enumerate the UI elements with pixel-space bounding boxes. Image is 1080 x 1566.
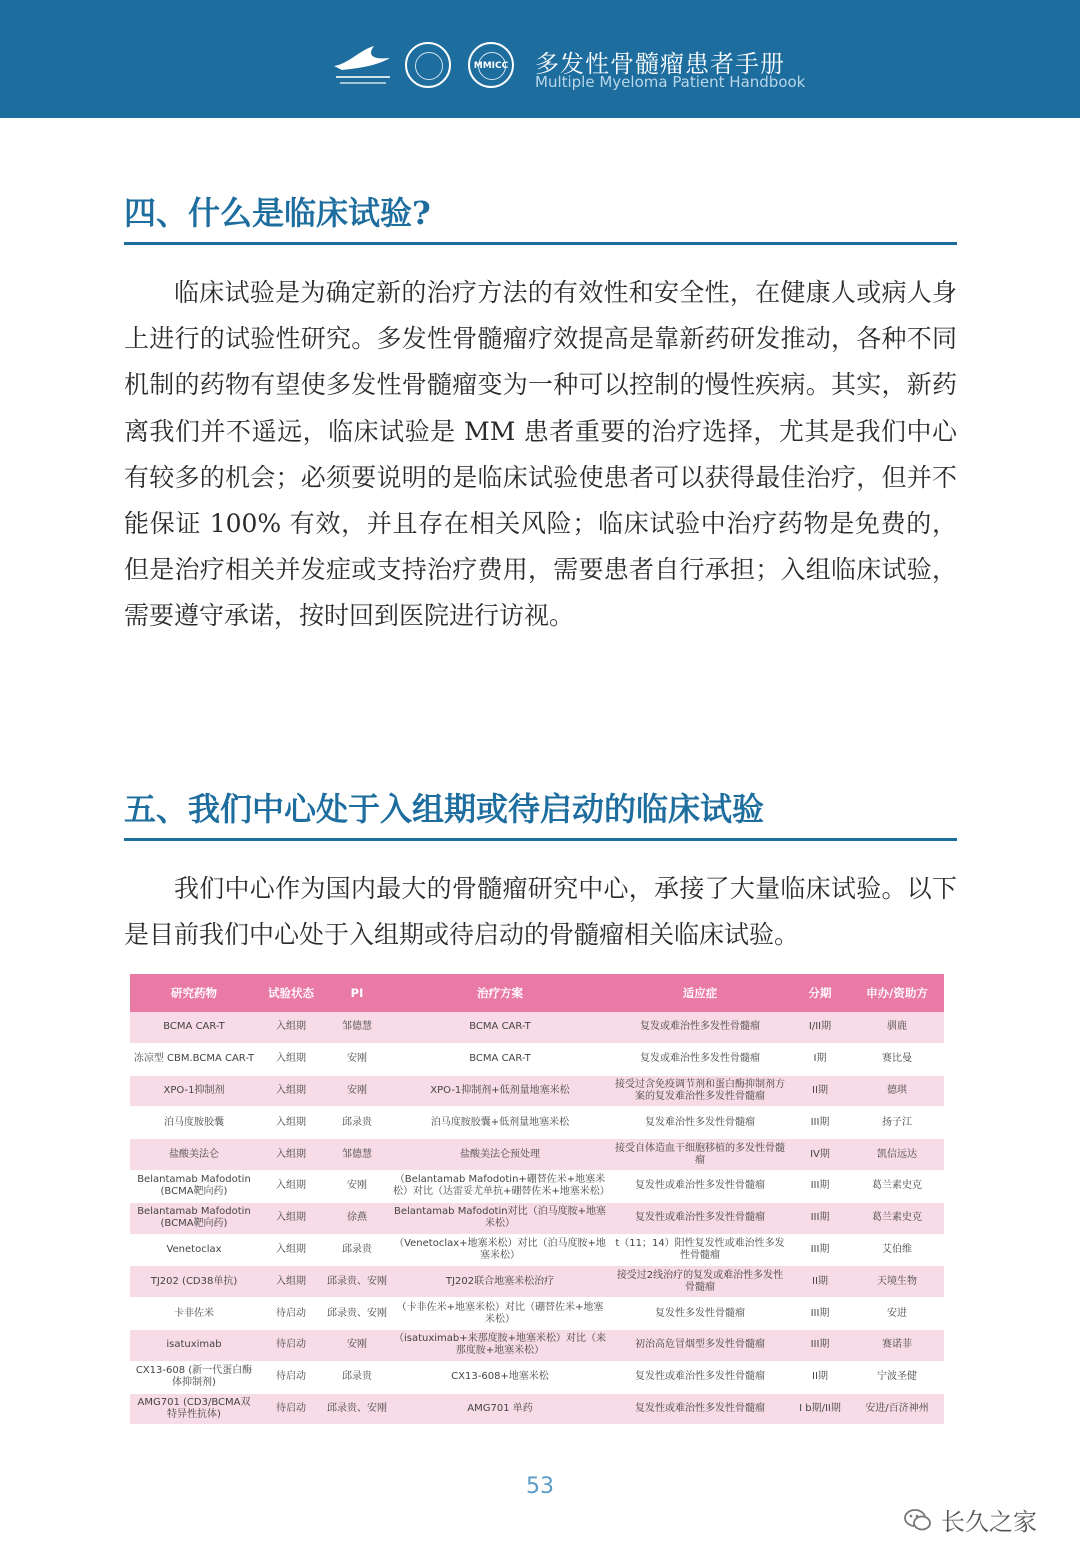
cell-pi: 邱录贵、安刚 bbox=[324, 1393, 390, 1425]
cell-indication: 复发性多发性骨髓瘤 bbox=[610, 1298, 790, 1330]
cell-status: 待启动 bbox=[258, 1361, 324, 1393]
table-row bbox=[130, 1012, 944, 1043]
handbook-subtitle: Multiple Myeloma Patient Handbook bbox=[535, 73, 806, 91]
cell-indication: t（11；14）阳性复发性或难治性多发性骨髓瘤 bbox=[610, 1234, 790, 1266]
cell-regimen: （Belantamab Mafodotin+硼替佐米+地塞米松）对比（达雷妥尤单抗+硼替佐米+地塞米松） bbox=[390, 1170, 610, 1202]
cell-drug: CX13-608 (新一代蛋白酶体抑制剂) bbox=[130, 1361, 258, 1393]
cell-status: 入组期 bbox=[258, 1139, 324, 1171]
cell-indication: 复发难治性多发性骨髓瘤 bbox=[610, 1107, 790, 1139]
table-row bbox=[130, 1298, 944, 1330]
institute-logo-icon bbox=[330, 42, 396, 90]
cell-sponsor: 赛比曼 bbox=[850, 1043, 944, 1075]
cell-drug: Venetoclax bbox=[130, 1234, 258, 1266]
cell-sponsor: 艾伯维 bbox=[850, 1234, 944, 1266]
watermark bbox=[903, 1502, 1037, 1537]
cell-regimen: CX13-608+地塞米松 bbox=[390, 1361, 610, 1393]
cell-indication: 复发性或难治性多发性骨髓瘤 bbox=[610, 1393, 790, 1425]
cell-sponsor: 天境生物 bbox=[850, 1266, 944, 1298]
cell-status: 待启动 bbox=[258, 1393, 324, 1425]
cell-regimen: AMG701 单药 bbox=[390, 1393, 610, 1425]
cell-drug: 卡非佐米 bbox=[130, 1298, 258, 1330]
cell-pi: 安刚 bbox=[324, 1075, 390, 1107]
table-row bbox=[130, 1234, 944, 1266]
cell-pi: 安刚 bbox=[324, 1329, 390, 1361]
cell-drug: AMG701 (CD3/BCMA双特异性抗体) bbox=[130, 1393, 258, 1425]
handbook-title: 多发性骨髓瘤患者手册 bbox=[535, 50, 785, 78]
cell-regimen: 泊马度胺胶囊+低剂量地塞米松 bbox=[390, 1107, 610, 1139]
cell-status: 入组期 bbox=[258, 1202, 324, 1234]
cell-phase: III期 bbox=[790, 1107, 850, 1139]
clinical-trials-table bbox=[130, 974, 944, 1425]
cell-regimen: Belantamab Mafodotin对比（泊马度胺+地塞米松） bbox=[390, 1202, 610, 1234]
table-row bbox=[130, 1361, 944, 1393]
cell-phase: IV期 bbox=[790, 1139, 850, 1171]
cell-regimen: XPO-1抑制剂+低剂量地塞米松 bbox=[390, 1075, 610, 1107]
cell-status: 入组期 bbox=[258, 1170, 324, 1202]
cell-pi: 邱录贵、安刚 bbox=[324, 1298, 390, 1330]
cell-regimen: （卡非佐米+地塞米松）对比（硼替佐米+地塞米松） bbox=[390, 1298, 610, 1330]
cell-drug: 泊马度胺胶囊 bbox=[130, 1107, 258, 1139]
cell-drug: TJ202 (CD38单抗) bbox=[130, 1266, 258, 1298]
cell-sponsor: 葛兰素史克 bbox=[850, 1202, 944, 1234]
table-row bbox=[130, 1170, 944, 1202]
table-row bbox=[130, 1202, 944, 1234]
section5-heading: 五、我们中心处于入组期或待启动的临床试验 bbox=[124, 784, 957, 841]
cell-status: 入组期 bbox=[258, 1234, 324, 1266]
table-row bbox=[130, 1139, 944, 1171]
cell-phase: II期 bbox=[790, 1361, 850, 1393]
section5-paragraph: 我们中心作为国内最大的骨髓瘤研究中心，承接了大量临床试验。以下是目前我们中心处于入组期或待启动的骨髓瘤相关临床试验。 bbox=[124, 874, 957, 950]
cell-phase: III期 bbox=[790, 1170, 850, 1202]
watermark-text: 长久之家 bbox=[941, 1508, 1037, 1536]
cell-phase: II期 bbox=[790, 1266, 850, 1298]
section4-paragraph: 临床试验是为确定新的治疗方法的有效性和安全性，在健康人或病人身上进行的试验性研究。多发性骨髓瘤疗效提高是靠新药研发推动，各种不同机制的药物有望使多发性骨髓瘤变为一种可以控制的慢性疾病。其实，新药离我们并不遥远，临床试验是 MM 患者重要的治疗选择，尤其是我们中心有较多的机会；必须要说明的是临床试验使患者可以获得最佳治疗，但并不能保证 100% 有效，并且存在相关风险；临床试验中治疗药物是免费的，但是治疗相关并发症或支持治疗费用，需要患者自行承担；入组临床试验，需要遵守承诺，按时回到医院进行访视。 bbox=[124, 278, 957, 631]
table-row bbox=[130, 1107, 944, 1139]
cell-indication: 接受过含免疫调节剂和蛋白酶抑制剂方案的复发难治性多发性骨髓瘤 bbox=[610, 1075, 790, 1107]
cell-status: 待启动 bbox=[258, 1329, 324, 1361]
table-row bbox=[130, 1329, 944, 1361]
cell-drug: XPO-1抑制剂 bbox=[130, 1075, 258, 1107]
cell-status: 入组期 bbox=[258, 1107, 324, 1139]
cell-regimen: （Venetoclax+地塞米松）对比（泊马度胺+地塞米松） bbox=[390, 1234, 610, 1266]
cell-indication: 接受自体造血干细胞移植的多发性骨髓瘤 bbox=[610, 1139, 790, 1171]
cell-sponsor: 宁波圣健 bbox=[850, 1361, 944, 1393]
cell-drug: 盐酸美法仑 bbox=[130, 1139, 258, 1171]
cell-phase: I/II期 bbox=[790, 1012, 850, 1043]
col-header-drug: 研究药物 bbox=[130, 974, 258, 1012]
cell-pi: 安刚 bbox=[324, 1043, 390, 1075]
cell-pi: 邱录贵 bbox=[324, 1234, 390, 1266]
cell-pi: 邹德慧 bbox=[324, 1139, 390, 1171]
table-row bbox=[130, 1266, 944, 1298]
col-header-regimen: 治疗方案 bbox=[390, 974, 610, 1012]
cell-sponsor: 安进 bbox=[850, 1298, 944, 1330]
cell-pi: 邱录贵 bbox=[324, 1361, 390, 1393]
page-number: 53 bbox=[526, 1474, 554, 1499]
cell-drug: isatuximab bbox=[130, 1329, 258, 1361]
cell-pi: 邹德慧 bbox=[324, 1012, 390, 1043]
cell-pi: 邱录贵 bbox=[324, 1107, 390, 1139]
table-row bbox=[130, 1075, 944, 1107]
hospital-seal-icon bbox=[405, 42, 451, 88]
cell-regimen: TJ202联合地塞米松治疗 bbox=[390, 1266, 610, 1298]
wechat-icon bbox=[903, 1507, 933, 1533]
table-header-row bbox=[130, 974, 944, 1012]
cell-status: 入组期 bbox=[258, 1266, 324, 1298]
table-row bbox=[130, 1393, 944, 1425]
cell-indication: 复发或难治性多发性骨髓瘤 bbox=[610, 1012, 790, 1043]
col-header-status: 试验状态 bbox=[258, 974, 324, 1012]
cell-indication: 初治高危冒烟型多发性骨髓瘤 bbox=[610, 1329, 790, 1361]
cell-phase: III期 bbox=[790, 1298, 850, 1330]
cell-pi: 徐燕 bbox=[324, 1202, 390, 1234]
cell-indication: 复发性或难治性多发性骨髓瘤 bbox=[610, 1170, 790, 1202]
col-header-pi: PI bbox=[324, 974, 390, 1012]
cell-regimen: 盐酸美法仑预处理 bbox=[390, 1139, 610, 1171]
cell-pi: 安刚 bbox=[324, 1170, 390, 1202]
cell-drug: BCMA CAR-T bbox=[130, 1012, 258, 1043]
cell-indication: 接受过2线治疗的复发或难治性多发性骨髓瘤 bbox=[610, 1266, 790, 1298]
cell-sponsor: 德琪 bbox=[850, 1075, 944, 1107]
cell-indication: 复发或难治性多发性骨髓瘤 bbox=[610, 1043, 790, 1075]
cell-phase: III期 bbox=[790, 1202, 850, 1234]
cell-sponsor: 赛诺菲 bbox=[850, 1329, 944, 1361]
cell-phase: I期 bbox=[790, 1043, 850, 1075]
table-row bbox=[130, 1043, 944, 1075]
cell-sponsor: 扬子江 bbox=[850, 1107, 944, 1139]
cell-phase: III期 bbox=[790, 1234, 850, 1266]
col-header-sponsor: 申办/资助方 bbox=[850, 974, 944, 1012]
cell-drug: Belantamab Mafodotin (BCMA靶向药) bbox=[130, 1202, 258, 1234]
cell-sponsor: 葛兰素史克 bbox=[850, 1170, 944, 1202]
cell-phase: III期 bbox=[790, 1329, 850, 1361]
cell-sponsor: 驯鹿 bbox=[850, 1012, 944, 1043]
cell-regimen: BCMA CAR-T bbox=[390, 1043, 610, 1075]
cell-drug: 冻凉型 CBM.BCMA CAR-T bbox=[130, 1043, 258, 1075]
col-header-phase: 分期 bbox=[790, 974, 850, 1012]
cell-status: 待启动 bbox=[258, 1298, 324, 1330]
cell-drug: Belantamab Mafodotin (BCMA靶向药) bbox=[130, 1170, 258, 1202]
cell-sponsor: 安进/百济神州 bbox=[850, 1393, 944, 1425]
cell-indication: 复发性或难治性多发性骨髓瘤 bbox=[610, 1202, 790, 1234]
header-band bbox=[0, 0, 1080, 118]
cell-phase: I b期/II期 bbox=[790, 1393, 850, 1425]
cell-sponsor: 凯信远达 bbox=[850, 1139, 944, 1171]
col-header-indication: 适应症 bbox=[610, 974, 790, 1012]
cell-status: 入组期 bbox=[258, 1012, 324, 1043]
cell-indication: 复发性或难治性多发性骨髓瘤 bbox=[610, 1361, 790, 1393]
mmicc-logo-text: MMICC bbox=[473, 61, 509, 71]
cell-phase: II期 bbox=[790, 1075, 850, 1107]
cell-status: 入组期 bbox=[258, 1075, 324, 1107]
cell-pi: 邱录贵、安刚 bbox=[324, 1266, 390, 1298]
cell-regimen: （isatuximab+来那度胺+地塞米松）对比（来那度胺+地塞米松） bbox=[390, 1329, 610, 1361]
cell-regimen: BCMA CAR-T bbox=[390, 1012, 610, 1043]
section4-heading: 四、什么是临床试验? bbox=[124, 188, 957, 245]
cell-status: 入组期 bbox=[258, 1043, 324, 1075]
